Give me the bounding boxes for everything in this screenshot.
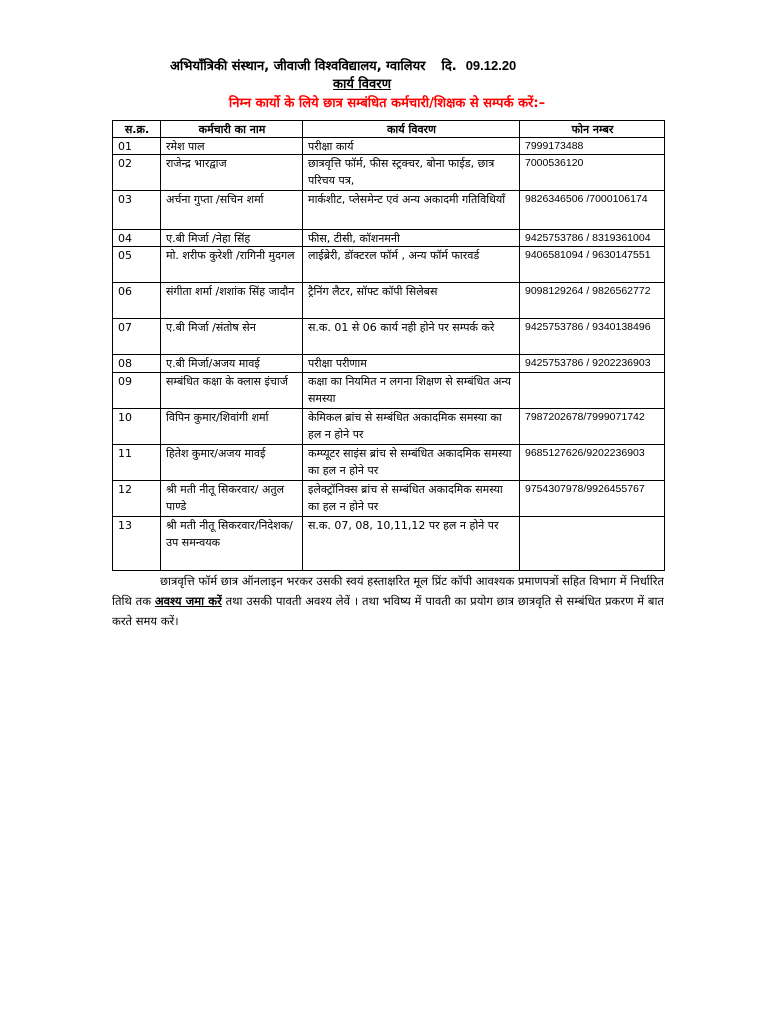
column-header-phone: फोन नम्बर: [520, 121, 665, 138]
cell-serial: 07: [113, 319, 161, 355]
cell-name: मो. शरीफ कुरेशी /रागिनी मुदगल: [161, 247, 303, 283]
institution-name: अभियाँत्रिकी संस्थान, जीवाजी विश्वविद्यालय, ग्वालियर: [170, 59, 426, 74]
cell-serial: 12: [113, 481, 161, 517]
cell-serial: 02: [113, 155, 161, 191]
cell-work: छात्रवृत्ति फॉर्म, फीस स्ट्रक्चर, बोना फाईड, छात्र परिचय पत्र,: [303, 155, 520, 191]
date-value: 09.12.20: [465, 58, 517, 73]
cell-work: लाईब्रेरी, डॉक्टरल फॉर्म , अन्य फॉर्म फारवर्ड: [303, 247, 520, 283]
cell-name: संगीता शर्मा /शशांक सिंह जादौन: [161, 283, 303, 319]
cell-name: ए.बी मिर्जा /नेहा सिंह: [161, 230, 303, 247]
instruction-text: निम्न कार्यो के लिये छात्र सम्बंधित कर्मचारी/शिक्षक से सम्पर्क करें:–: [228, 96, 546, 111]
column-header-serial: स.क्र.: [113, 121, 161, 138]
cell-phone: [520, 517, 665, 571]
table-row: [113, 138, 665, 155]
cell-name: हितेश कुमार/अजय मावई: [161, 445, 303, 481]
footer-emphasis: अवश्य जमा करें: [154, 594, 222, 608]
cell-work: ट्रैनिंग लैटर, सॉफ्ट कॉपी सिलेबस: [303, 283, 520, 319]
cell-phone: 9685127626/9202236903: [520, 445, 665, 481]
table-row: [113, 517, 665, 571]
cell-name: राजेन्द्र भारद्वाज: [161, 155, 303, 191]
cell-work: स.क. 07, 08, 10,11,12 पर हल न होने पर: [303, 517, 520, 571]
cell-phone: 9826346506 /7000106174: [520, 191, 665, 230]
cell-work: फीस, टीसी, कॉशनमनी: [303, 230, 520, 247]
column-header-name: कर्मचारी का नाम: [161, 121, 303, 138]
column-header-work: कार्य विवरण: [303, 121, 520, 138]
table-row: [113, 230, 665, 247]
cell-serial: 08: [113, 355, 161, 373]
footer-text-part1: छात्रवृत्ति फॉर्म छात्र ऑनलाइन भरकर उसकी स्वयं हस्ताक्षरित मूल प्रिंट कॉपी आवश्यक प्रमाणपत्रों सहित विभाग में निर्धारित तिथि तक: [112, 574, 664, 608]
footer-text-part2: तथा उसकी पावती अवश्य लेवें । तथा भविष्य में पावती का प्रयोग छात्र छात्रवृति से सम्बंधित प्रकरण में बात करते समय करें।: [112, 594, 664, 628]
cell-serial: 09: [113, 373, 161, 409]
cell-work: इलेक्ट्रॉनिक्स ब्रांच से सम्बंधित अकादमिक समस्या का हल न होने पर: [303, 481, 520, 517]
table-row: [113, 155, 665, 191]
cell-phone: 9425753786 / 9202236903: [520, 355, 665, 373]
cell-name: ए.बी मिर्जा/अजय मावई: [161, 355, 303, 373]
cell-serial: 13: [113, 517, 161, 571]
cell-phone: 9406581094 / 9630147551: [520, 247, 665, 283]
contact-table: [112, 120, 665, 571]
cell-name: अर्चना गुप्ता /सचिन शर्मा: [161, 191, 303, 230]
cell-phone: 9425753786 / 8319361004: [520, 230, 665, 247]
cell-name: श्री मती नीतू सिकरवार/निदेशक/उप समन्वयक: [161, 517, 303, 571]
date-label: दि.: [441, 59, 457, 74]
cell-serial: 06: [113, 283, 161, 319]
cell-phone: 9425753786 / 9340138496: [520, 319, 665, 355]
cell-phone: 7987202678/7999071742: [520, 409, 665, 445]
cell-work: स.क. 01 से 06 कार्य नही होने पर सम्पर्क करे: [303, 319, 520, 355]
table-row: [113, 355, 665, 373]
cell-phone: 9098129264 / 9826562772: [520, 283, 665, 319]
cell-phone: 9754307978/9926455767: [520, 481, 665, 517]
page-title-text: कार्य विवरण: [333, 77, 391, 92]
cell-serial: 10: [113, 409, 161, 445]
footer-note: [112, 571, 664, 631]
cell-work: कम्प्यूटर साइंस ब्रांच से सम्बंधित अकादमिक समस्या का हल न होने पर: [303, 445, 520, 481]
cell-serial: 05: [113, 247, 161, 283]
table-row: [113, 191, 665, 230]
cell-name: रमेश पाल: [161, 138, 303, 155]
table-row: [113, 445, 665, 481]
cell-work: मार्कशीट, प्लेसमेन्ट एवं अन्य अकादमी गतिविधियाँ: [303, 191, 520, 230]
table-row: [113, 283, 665, 319]
table-row: [113, 319, 665, 355]
cell-phone: 7000536120: [520, 155, 665, 191]
cell-name: श्री मती नीतू सिकरवार/ अतुल पाण्डे: [161, 481, 303, 517]
table-row: [113, 373, 665, 409]
cell-name: ए.बी मिर्जा /संतोष सेन: [161, 319, 303, 355]
table-row: [113, 481, 665, 517]
table-header-row: [113, 121, 665, 138]
page-title: [0, 76, 724, 94]
table-row: [113, 247, 665, 283]
cell-name: विपिन कुमार/शिवांगी शर्मा: [161, 409, 303, 445]
cell-phone: 7999173488: [520, 138, 665, 155]
cell-work: परीक्षा परीणाम: [303, 355, 520, 373]
cell-work: परीक्षा कार्य: [303, 138, 520, 155]
cell-name: सम्बंधित कक्षा के क्लास इंचार्ज: [161, 373, 303, 409]
cell-serial: 04: [113, 230, 161, 247]
cell-serial: 01: [113, 138, 161, 155]
table-row: [113, 409, 665, 445]
cell-serial: 03: [113, 191, 161, 230]
cell-work: केमिकल ब्रांच से सम्बंधित अकादमिक समस्या का हल न होने पर: [303, 409, 520, 445]
page-header: [170, 57, 516, 76]
cell-serial: 11: [113, 445, 161, 481]
cell-work: कक्षा का नियमित न लगना शिक्षण से सम्बंधित अन्य समस्या: [303, 373, 520, 409]
cell-phone: [520, 373, 665, 409]
